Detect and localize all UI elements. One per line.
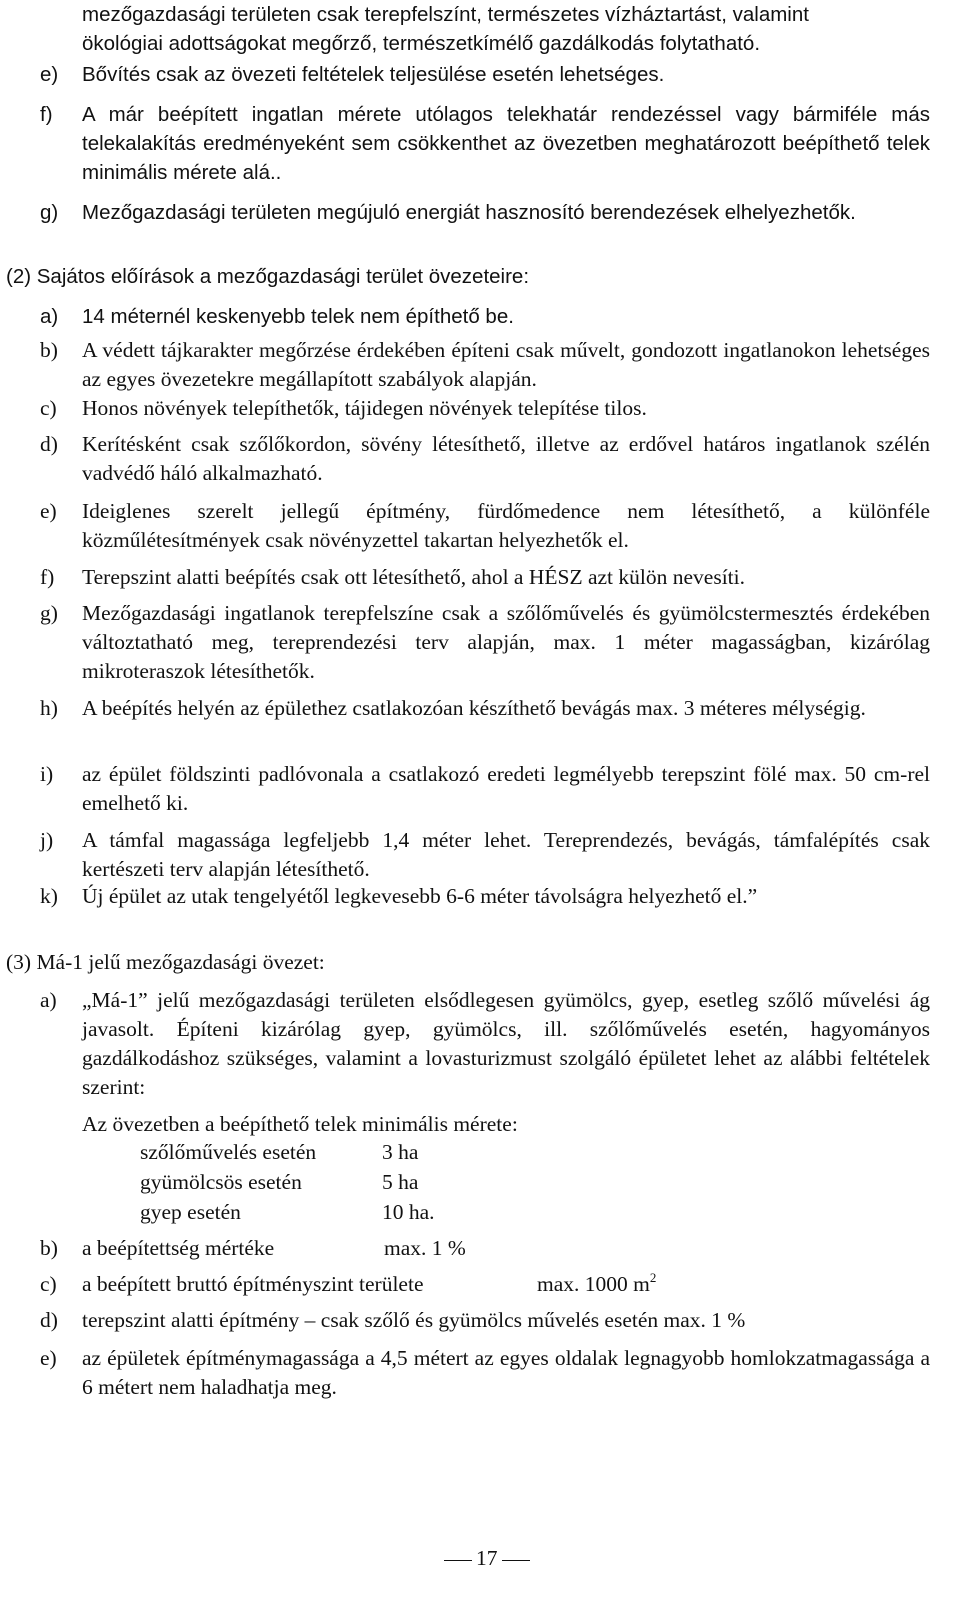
section-heading-3: (3) Má-1 jelű mezőgazdasági övezet: [6,950,325,974]
item-text: „Má-1” jelű mezőgazdasági területen elsődlegesen gyümölcs, gyep, esetleg szőlő művelési ág javasolt. Építeni kizárólag gyep, gyümölcs, ill. szőlőművelés esetén, hagyományos gazdálkodáshoz szükséges, valamint a lovasturizmust szolgáló épületet lehet az alábbi feltételek szerint: [82,988,930,1099]
item-label: b) [40,338,58,362]
section-heading-2: (2) Sajátos előírások a mezőgazdasági terület övezeteire: [6,265,530,288]
item-label: b) [40,1236,58,1260]
page-number [440,1546,534,1571]
table-cell-value: 3 ha [382,1140,419,1164]
item-text: az épületek építménymagassága a 4,5 métert az egyes oldalak legnagyobb homlokzatmagassága a 6 métert nem haladhatja meg. [82,1346,930,1399]
item-label: e) [40,63,59,86]
min-size-title: Az övezetben a beépíthető telek minimális mérete: [82,1112,518,1136]
item-label: a) [40,305,59,328]
dash-left [444,1560,472,1561]
item-value: max. 1 % [384,1236,466,1260]
item-value-text: max. 1000 m [537,1272,650,1296]
item-label: f) [40,103,53,126]
continuation-line-2: ökológiai adottságokat megőrző, természetkímélő gazdálkodás folytatható. [82,32,761,55]
table-cell-name: szőlőművelés esetén [140,1140,317,1164]
item-text: Ideiglenes szerelt jellegű építmény, fürdőmedence nem létesíthető, a különféle közműlétesítmények csak növényzettel takartan helyezhetők el. [82,499,930,552]
item-text: Új épület az utak tengelyétől legkevesebb 6-6 méter távolságra helyezhető el.” [82,884,758,908]
item-text: A beépítés helyén az épülethez csatlakozóan készíthető bevágás max. 3 méteres mélységig. [82,696,866,720]
item-text: Mezőgazdasági területen megújuló energiát hasznosító berendezések elhelyezhetők. [82,201,856,224]
table-cell-value: 10 ha. [382,1200,435,1224]
item-label: g) [40,601,58,625]
item-label: h) [40,696,58,720]
item-label: f) [40,565,55,589]
item-text: a beépített bruttó építményszint területe [82,1272,424,1296]
item-label: c) [40,1272,57,1296]
table-cell-name: gyümölcsös esetén [140,1170,302,1194]
item-label: e) [40,499,57,523]
item-value [537,1270,656,1299]
superscript: 2 [649,1270,657,1285]
item-label: j) [40,828,54,852]
item-text: 14 méternél keskenyebb telek nem építhető be. [82,305,514,328]
item-label: d) [40,1308,58,1332]
table-cell-name: gyep esetén [140,1200,241,1224]
item-text: Mezőgazdasági ingatlanok terepfelszíne csak a szőlőművelés és gyümölcstermesztés érdekében változtatható meg, tereprendezési terv alapján, max. 1 méter magasságban, kizárólag mikroteraszok létesíthetők. [82,601,930,683]
continuation-line-1: mezőgazdasági területen csak terepfelszínt, természetes vízháztartást, valamint [82,3,809,26]
item-text: A támfal magassága legfeljebb 1,4 méter lehet. Tereprendezés, bevágás, támfalépítés csak kertészeti terv alapján létesíthető. [82,828,930,881]
item-text: terepszint alatti építmény – csak szőlő és gyümölcs művelés esetén max. 1 % [82,1308,746,1332]
item-text: Bővítés csak az övezeti feltételek teljesülése esetén lehetséges. [82,63,665,86]
item-text: az épület földszinti padlóvonala a csatlakozó eredeti legmélyebb terepszint fölé max. 50 cm-rel emelhető ki. [82,762,930,815]
item-text: A védett tájkarakter megőrzése érdekében építeni csak művelt, gondozott ingatlanokon lehetséges az egyes övezetekre megállapított szabályok alapján. [82,338,930,391]
item-label: d) [40,432,58,456]
item-text: a beépítettség mértéke [82,1236,275,1260]
item-label: a) [40,988,57,1012]
table-cell-value: 5 ha [382,1170,419,1194]
item-text: Honos növények telepíthetők, tájidegen növények telepítése tilos. [82,396,647,420]
dash-right [502,1560,530,1561]
page-number-text: 17 [476,1546,498,1570]
item-label: g) [40,201,59,224]
item-text: Terepszint alatti beépítés csak ott létesíthető, ahol a HÉSZ azt külön nevesíti. [82,565,746,589]
item-text: Kerítésként csak szőlőkordon, sövény létesíthető, illetve az erdővel határos ingatlanok szélén vadvédő háló alkalmazható. [82,432,930,485]
item-label: e) [40,1346,57,1370]
item-label: c) [40,396,57,420]
item-text: A már beépített ingatlan mérete utólagos telekhatár rendezéssel vagy bármiféle más telekalakítás eredményeként sem csökkenthet az övezetben meghatározott beépíthető telek minimális mérete alá.. [82,103,930,184]
item-label: k) [40,884,58,908]
item-label: i) [40,762,54,786]
